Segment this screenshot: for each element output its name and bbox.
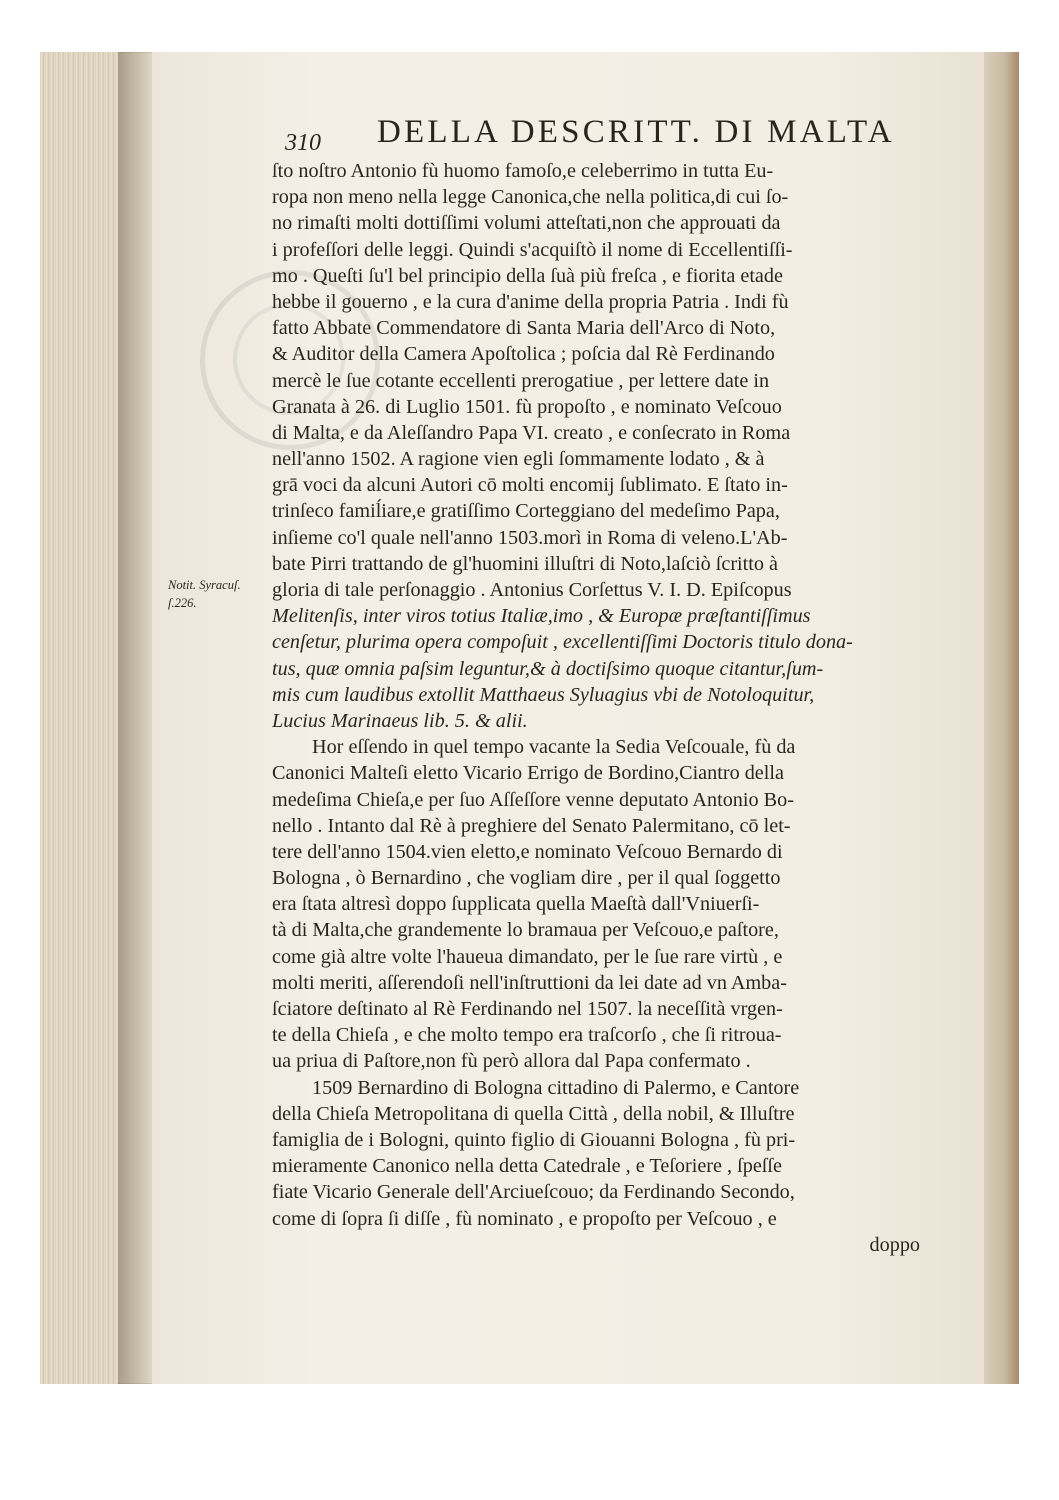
text-line: come di ſopra ſi diſſe , fù nominato , e propoſto per Veſcouo , e	[272, 1207, 777, 1230]
quoted-latin-line: Lucius Marinaeus lib. 5. & alii.	[272, 709, 528, 732]
paragraph-start-line: 1509 Bernardino di Bologna cittadino di Palermo, e Cantore	[312, 1076, 800, 1099]
text-line: no rimaſti molti dottiſſimi volumi atteſtati,non che approuati da	[272, 212, 781, 235]
text-line: ſto noſtro Antonio fù huomo famoſo,e celeberrimo in tutta Eu-	[272, 160, 774, 182]
text-line: come già altre volte l'haueua dimandato, per le ſue rare virtù , e	[272, 945, 783, 968]
margin-note-line: Notit. Syracuſ.	[168, 578, 241, 592]
text-line: medeſima Chieſa,e per ſuo Aſſeſſore venne deputato Antonio Bo-	[272, 788, 794, 811]
text-line: i profeſſori delle leggi. Quindi s'acquiſtò il nome di Eccellentiſſi-	[272, 238, 793, 261]
page-header	[285, 112, 905, 156]
text-line: trinſeco famiĺiare,e gratiſſimo Corteggiano del medeſimo Papa,	[272, 500, 780, 523]
text-line: bate Pirri trattando de gl'huomini illuſtri di Noto,laſciò ſcritto à	[272, 552, 778, 575]
text-line: molti meriti, aſſerendoſi nell'inſtruttioni da lei date ad vn Amba-	[272, 971, 787, 994]
text-line: di Malta, e da Aleſſandro Papa VI. creato , e conſecrato in Roma	[272, 421, 791, 444]
quoted-latin-line: Melitenſis, inter viros totius Italiæ,imo , & Europæ præſtantiſſimus	[272, 605, 811, 628]
text-line: te della Chieſa , e che molto tempo era traſcorſo , che ſi ritroua-	[272, 1024, 782, 1047]
quoted-latin-line: tus, quæ omnia paſsim leguntur,& à doctiſsimo quoque citantur,ſum-	[272, 657, 824, 680]
text-line: Granata à 26. di Luglio 1501. fù propoſto , e nominato Veſcouo	[272, 395, 782, 418]
quoted-latin-line: mis cum laudibus extollit Matthaeus Syluagius vbi de Notoloquitur,	[272, 683, 815, 706]
margin-note-line: ſ.226.	[168, 596, 197, 610]
text-line: grā voci da alcuni Autori cō molti encomij ſublimato. E ſtato in-	[272, 474, 788, 497]
text-line: tà di Malta,che grandemente lo bramaua per Veſcouo,e paſtore,	[272, 919, 779, 942]
text-line: & Auditor della Camera Apoſtolica ; poſcia dal Rè Ferdinando	[272, 343, 775, 366]
text-line: mieramente Canonico nella detta Catedrale , e Teſoriere , ſpeſſe	[272, 1155, 782, 1178]
text-line: nell'anno 1502. A ragione vien egli ſommamente lodato , & à	[272, 448, 765, 471]
paragraph-start-line: Hor eſſendo in quel tempo vacante la Sedia Veſcouale, fù da	[312, 736, 796, 759]
text-line: ſciatore deſtinato al Rè Ferdinando nel 1507. la neceſſità vrgen-	[272, 998, 783, 1020]
text-line: nello . Intanto dal Rè à preghiere del Senato Palermitano, cō let-	[272, 814, 791, 837]
text-line: Canonici Malteſi eletto Vicario Errigo de Bordino,Ciantro della	[272, 762, 784, 785]
book-page-edges	[40, 52, 118, 1384]
gutter-shadow	[118, 52, 152, 1384]
quoted-latin-line: cenſetur, plurima opera compoſuit , excellentiſſimi Doctoris titulo dona-	[272, 631, 853, 654]
text-line: era ſtata altresì doppo ſupplicata quella Maeſtà dall'Vniuerſi-	[272, 893, 760, 916]
text-line: mercè le ſue cotante eccellenti prerogatiue , per lettere date in	[272, 369, 770, 392]
margin-note	[168, 576, 268, 612]
text-line: fiate Vicario Generale dell'Arciueſcouo; da Ferdinando Secondo,	[272, 1181, 795, 1204]
text-line: inſieme co'l quale nell'anno 1503.morì in Roma di veleno.L'Ab-	[272, 526, 788, 549]
text-line: ropa non meno nella legge Canonica,che nella politica,di cui ſo-	[272, 186, 789, 209]
book-cover-edge	[984, 52, 1019, 1384]
text-line: Bologna , ò Bernardino , che vogliam dire , per il qual ſoggetto	[272, 867, 781, 890]
text-line: hebbe il gouerno , e la cura d'anime della propria Patria . Indi fù	[272, 290, 789, 313]
running-title: DELLA DESCRITT. DI MALTA	[377, 114, 895, 150]
text-line: ua priua di Paſtore,non fù però allora dal Papa confermato .	[272, 1050, 751, 1073]
text-line: della Chieſa Metropolitana di quella Città , della nobil, & Illuſtre	[272, 1102, 795, 1125]
text-line: tere dell'anno 1504.vien eletto,e nominato Veſcouo Bernardo di	[272, 840, 783, 863]
text-line: fatto Abbate Commendatore di Santa Maria dell'Arco di Noto,	[272, 317, 776, 340]
text-line: famiglia de i Bologni, quinto figlio di Giouanni Bologna , fù pri-	[272, 1128, 796, 1151]
text-line: mo . Queſti ſu'l bel principio della ſuà più freſca , e fiorita etade	[272, 264, 783, 287]
page-number: 310	[285, 130, 321, 156]
text-line: gloria di tale perſonaggio . Antonius Corſettus V. I. D. Epiſcopus	[272, 579, 792, 601]
catchword: doppo	[869, 1233, 920, 1256]
body-text	[272, 158, 962, 1258]
